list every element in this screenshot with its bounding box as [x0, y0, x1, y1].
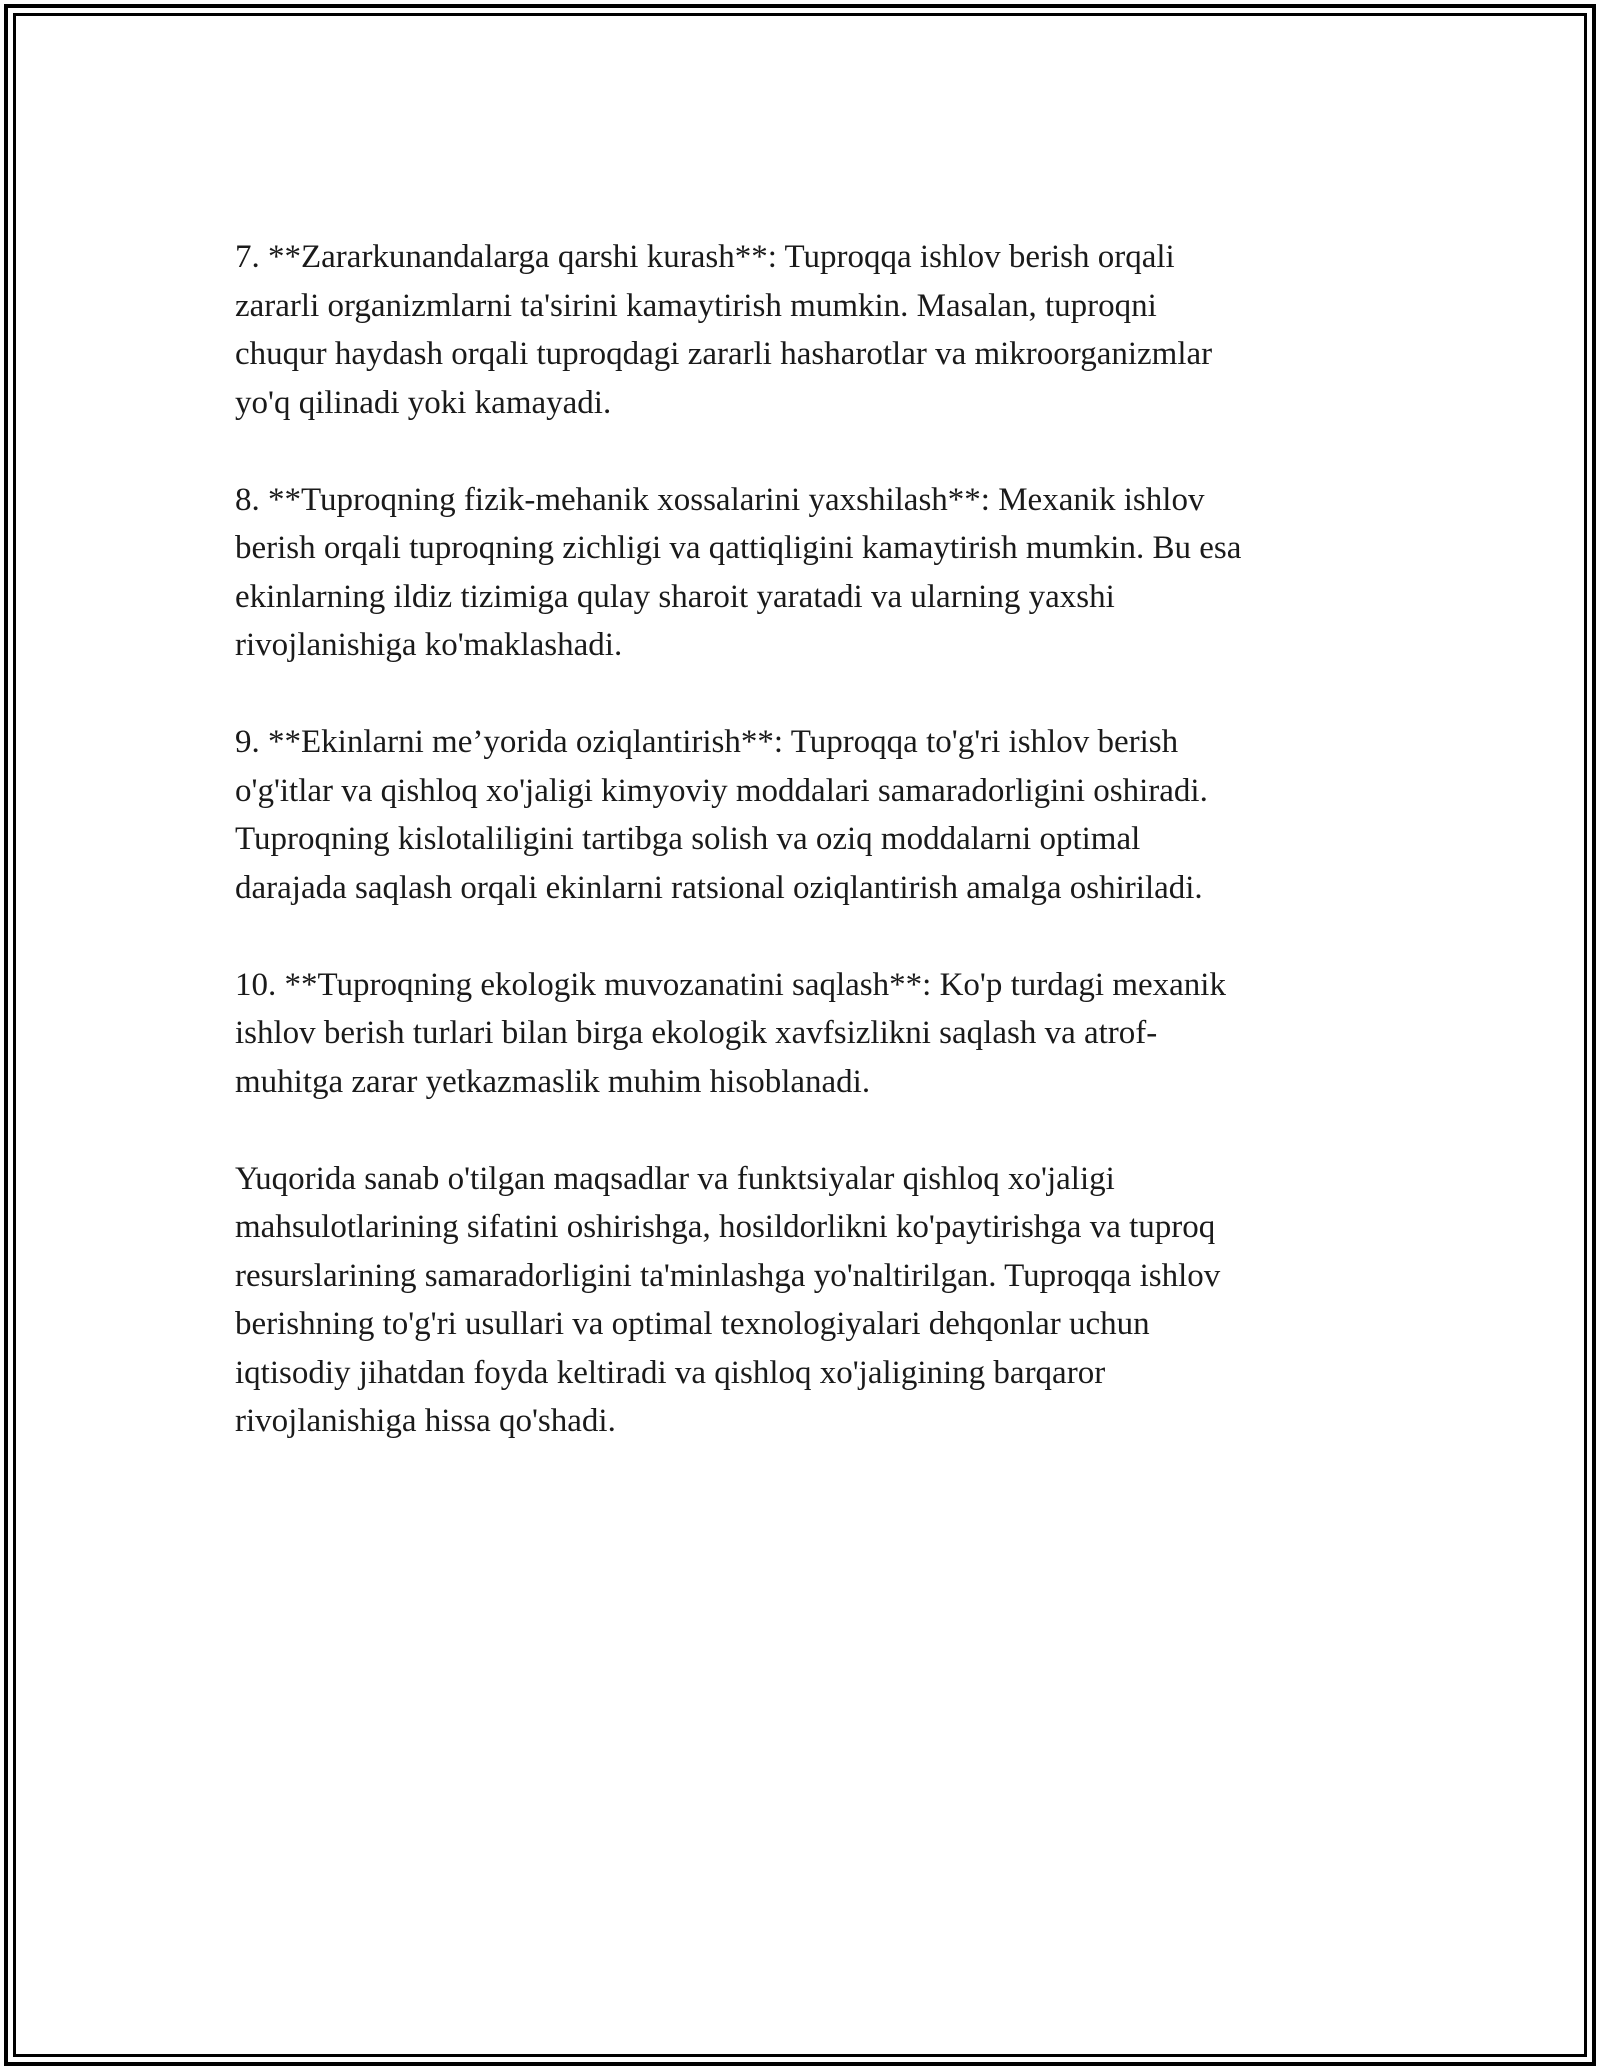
- paragraph-conclusion: Yuqorida sanab o'tilgan maqsadlar va funktsiyalar qishloq xo'jaligi mahsulotlarining sifatini oshirishga, hosildorlikni ko'paytirishga va tuproq resurslarining samaradorligini ta'minlashga yo'naltirilgan. Tuproqqa ishlov berishning to'g'ri usullari va optimal texnologiyalari dehqonlar uchun iqtisodiy jihatdan foyda keltiradi va qishloq xo'jaligining barqaror rivojlanishiga hissa qo'shadi.: [235, 1160, 1221, 1439]
- document-body: [235, 233, 1385, 1494]
- paragraph-item-8: 8. **Tuproqning fizik-mehanik xossalarini yaxshilash**: Mexanik ishlov berish orqali tuproqning zichligi va qattiqligini kamaytirish mumkin. Bu esa ekinlarning ildiz tizimiga qulay sharoit yaratadi va ularning yaxshi rivojlanishiga ko'maklashadi.: [235, 481, 1242, 663]
- paragraph-item-9: 9. **Ekinlarni me’yorida oziqlantirish**: Tuproqqa to'g'ri ishlov berish o'g'itlar va qishloq xo'jaligi kimyoviy moddalari samaradorligini oshiradi. Tuproqning kislotaliligini tartibga solish va oziq moddalarni optimal darajada saqlash orqali ekinlarni ratsional oziqlantirish amalga oshiriladi.: [235, 724, 1208, 906]
- paragraph-item-10: 10. **Tuproqning ekologik muvozanatini saqlash**: Ko'p turdagi mexanik ishlov berish turlari bilan birga ekologik xavfsizlikni saqlash va atrof- muhitga zarar yetkazmaslik muhim hisoblanadi.: [235, 966, 1226, 1100]
- paragraph-item-7: 7. **Zararkunandalarga qarshi kurash**: Tuproqqa ishlov berish orqali zararli organizmlarni ta'sirini kamaytirish mumkin. Masalan, tuproqni chuqur haydash orqali tuproqdagi zararli hasharotlar va mikroorganizmlar yo'q qilinadi yoki kamayadi.: [235, 239, 1213, 421]
